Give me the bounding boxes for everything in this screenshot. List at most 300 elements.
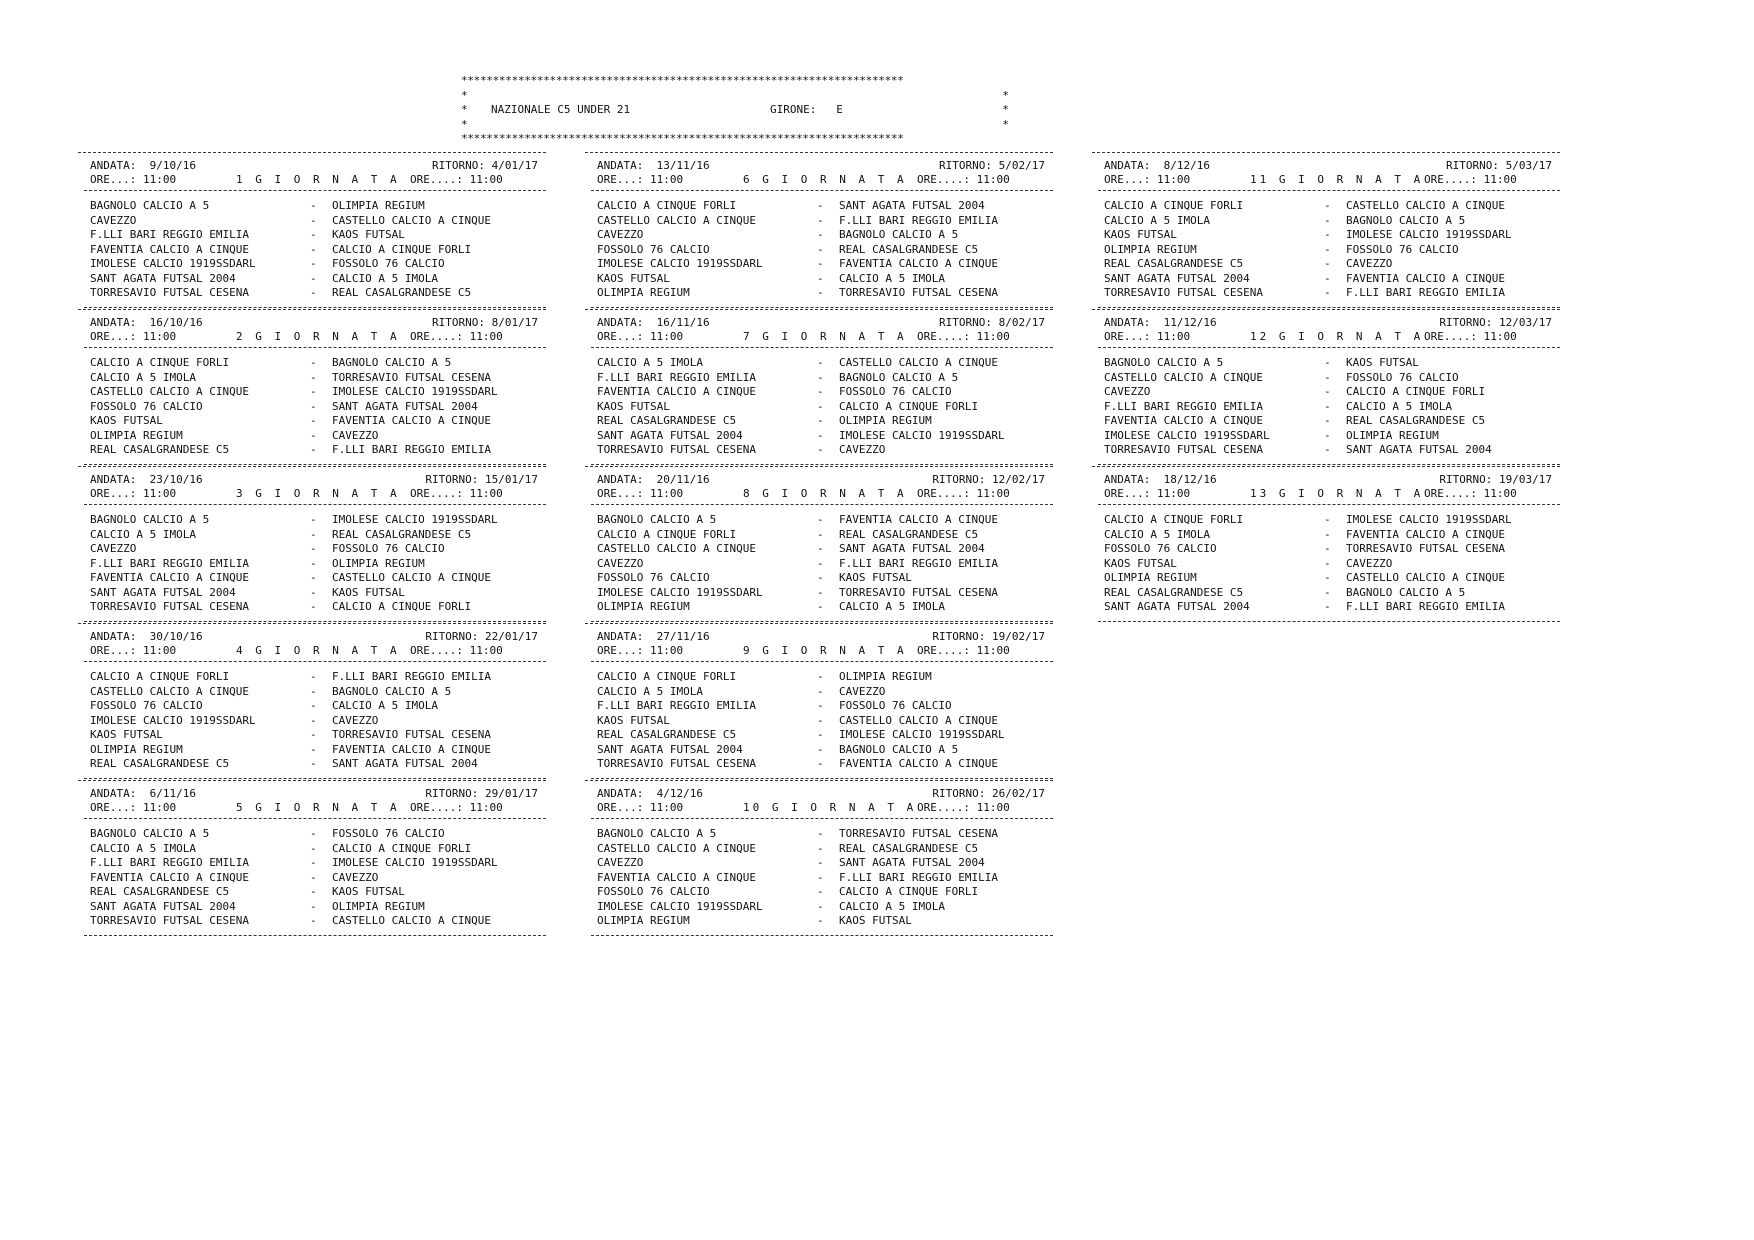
match-separator: - (817, 713, 824, 727)
away-team: CAVEZZO (332, 870, 379, 884)
ritorno-date (932, 473, 1045, 488)
round-block (1092, 152, 1560, 309)
ritorno-date (425, 630, 538, 645)
away-team: F.LLI BARI REGGIO EMILIA (1346, 600, 1505, 613)
dashed-divider (591, 504, 1053, 505)
match-separator: - (1324, 527, 1331, 541)
ore-label: ORE....: (917, 173, 970, 186)
match-row (1104, 542, 1560, 557)
ore-label: ORE...: (597, 487, 644, 500)
home-team: OLIMPIA REGIUM (90, 742, 183, 756)
away-team: F.LLI BARI REGGIO EMILIA (1346, 286, 1505, 299)
giornata-label: G I O R N A T A (762, 173, 907, 186)
ritorno-label: RITORNO: (939, 316, 993, 329)
home-team: OLIMPIA REGIUM (1104, 571, 1197, 584)
ore-value: 11:00 (1156, 173, 1191, 186)
andata-date (597, 630, 710, 645)
away-team: IMOLESE CALCIO 1919SSDARL (839, 428, 1005, 442)
away-team: CAVEZZO (839, 684, 886, 698)
match-row (90, 827, 546, 842)
match-row (1104, 257, 1560, 272)
match-separator: - (817, 699, 824, 712)
home-team: IMOLESE CALCIO 1919SSDARL (597, 585, 763, 599)
ore-value: 11:00 (976, 801, 1010, 814)
match-separator: - (1324, 242, 1331, 256)
match-row (90, 900, 546, 915)
away-team: CASTELLO CALCIO A CINQUE (839, 713, 998, 727)
ritorno-value: 12/02/17 (992, 473, 1045, 486)
dashed-divider (84, 190, 546, 191)
match-separator: - (1324, 213, 1331, 227)
dashed-divider (591, 818, 1053, 819)
away-team: FAVENTIA CALCIO A CINQUE (839, 757, 998, 770)
match-separator: - (310, 428, 317, 442)
match-separator: - (817, 899, 824, 913)
giornata-number: 12 (1250, 330, 1270, 343)
match-row (90, 243, 546, 258)
home-team: F.LLI BARI REGGIO EMILIA (90, 228, 249, 241)
dashed-divider (84, 347, 546, 348)
away-team: IMOLESE CALCIO 1919SSDARL (332, 856, 498, 869)
home-team: FAVENTIA CALCIO A CINQUE (90, 242, 249, 256)
ritorno-date (932, 630, 1045, 645)
match-row (90, 371, 546, 386)
home-team: CAVEZZO (90, 213, 137, 227)
match-row (597, 542, 1053, 557)
ritorno-value: 8/02/17 (998, 316, 1045, 329)
match-separator: - (1324, 443, 1331, 456)
ore-label: ORE...: (90, 487, 137, 500)
match-row (597, 600, 1053, 615)
ore-value: 11:00 (1483, 487, 1517, 500)
ore-value: 11:00 (469, 644, 503, 657)
round-block (585, 309, 1053, 466)
away-team: BAGNOLO CALCIO A 5 (332, 684, 452, 698)
match-separator: - (310, 271, 317, 285)
home-team: OLIMPIA REGIUM (1104, 242, 1197, 256)
away-team: CASTELLO CALCIO A CINQUE (332, 571, 491, 584)
home-team: FOSSOLO 76 CALCIO (597, 242, 710, 256)
ore-label: ORE...: (90, 330, 137, 343)
away-team: CALCIO A CINQUE FORLI (332, 600, 472, 613)
andata-date (597, 159, 710, 174)
home-team: CALCIO A CINQUE FORLI (1104, 513, 1244, 526)
match-row (597, 243, 1053, 258)
giornata-label: G I O R N A T A (255, 487, 400, 500)
home-team: CASTELLO CALCIO A CINQUE (1104, 370, 1263, 384)
match-row (1104, 557, 1560, 572)
match-row (597, 356, 1053, 371)
away-team: KAOS FUTSAL (332, 228, 405, 241)
home-team: CALCIO A 5 IMOLA (1104, 527, 1210, 541)
match-row (1104, 400, 1560, 415)
ritorno-value: 12/03/17 (1499, 316, 1552, 329)
away-team: CAVEZZO (1346, 257, 1393, 270)
andata-date (90, 630, 203, 645)
ritorno-date (1439, 473, 1552, 488)
away-team: OLIMPIA REGIUM (839, 670, 932, 683)
match-separator: - (817, 370, 824, 384)
ritorno-label: RITORNO: (932, 630, 986, 643)
match-row (90, 670, 546, 685)
andata-value: 11/12/16 (1163, 316, 1217, 329)
home-team: REAL CASALGRANDESE C5 (1104, 257, 1244, 270)
dashed-divider (84, 504, 546, 505)
ore-ritorno (917, 173, 1010, 188)
away-team: FOSSOLO 76 CALCIO (1346, 370, 1459, 384)
andata-value: 20/11/16 (656, 473, 710, 486)
ore-label: ORE....: (410, 330, 463, 343)
banner-blank-line: * * (461, 117, 1009, 131)
ritorno-label: RITORNO: (432, 159, 486, 172)
match-separator: - (817, 670, 824, 683)
match-separator: - (310, 699, 317, 712)
home-team: REAL CASALGRANDESE C5 (90, 443, 230, 456)
match-separator: - (310, 742, 317, 756)
match-separator: - (310, 870, 317, 884)
match-row (90, 400, 546, 415)
ore-value: 11:00 (142, 644, 177, 657)
round-block (78, 466, 546, 623)
dashed-divider (591, 621, 1053, 622)
ore-andata (1104, 487, 1190, 502)
andata-label: ANDATA: (1104, 159, 1151, 172)
giornata-label: G I O R N A T A (1278, 330, 1424, 343)
andata-value: 18/12/16 (1163, 473, 1217, 486)
match-list (90, 199, 546, 301)
dashed-divider (78, 309, 546, 310)
away-team: CALCIO A CINQUE FORLI (1346, 385, 1486, 398)
home-team: TORRESAVIO FUTSAL CESENA (90, 914, 249, 927)
match-separator: - (310, 856, 317, 869)
match-separator: - (310, 684, 317, 698)
ritorno-date (932, 787, 1045, 802)
dashed-divider (84, 818, 546, 819)
away-team: REAL CASALGRANDESE C5 (332, 527, 472, 541)
away-team: KAOS FUTSAL (332, 885, 405, 898)
girone-label: GIRONE: E (770, 103, 843, 116)
away-team: IMOLESE CALCIO 1919SSDARL (332, 385, 498, 398)
match-separator: - (310, 556, 317, 570)
match-separator: - (310, 513, 317, 526)
away-team: SANT AGATA FUTSAL 2004 (332, 399, 478, 413)
match-separator: - (817, 428, 824, 442)
andata-label: ANDATA: (90, 630, 137, 643)
home-team: IMOLESE CALCIO 1919SSDARL (1104, 428, 1270, 442)
ore-andata (597, 801, 683, 816)
home-team: KAOS FUTSAL (90, 414, 163, 427)
match-row (1104, 385, 1560, 400)
banner-stars-top: ********************************************************************** (461, 74, 904, 87)
match-row (597, 228, 1053, 243)
ore-label: ORE....: (410, 801, 463, 814)
match-separator: - (817, 513, 824, 526)
away-team: CALCIO A CINQUE FORLI (332, 841, 472, 855)
giornata-number: 3 (236, 487, 246, 500)
away-team: CASTELLO CALCIO A CINQUE (1346, 199, 1505, 212)
match-list (597, 513, 1053, 615)
home-team: FAVENTIA CALCIO A CINQUE (597, 385, 756, 398)
andata-date (90, 473, 203, 488)
ore-andata (597, 173, 683, 188)
match-row (90, 228, 546, 243)
match-row (90, 356, 546, 371)
competition-title: NAZIONALE C5 UNDER 21 (491, 103, 631, 116)
ritorno-value: 8/01/17 (491, 316, 538, 329)
ore-value: 11:00 (649, 801, 684, 814)
home-team: F.LLI BARI REGGIO EMILIA (90, 556, 249, 570)
match-separator: - (817, 542, 824, 555)
away-team: CASTELLO CALCIO A CINQUE (332, 213, 491, 227)
home-team: FAVENTIA CALCIO A CINQUE (90, 571, 249, 584)
andata-date (1104, 473, 1217, 488)
home-team: CAVEZZO (597, 228, 644, 241)
ore-value: 11:00 (469, 487, 503, 500)
match-separator: - (310, 385, 317, 398)
match-separator: - (310, 527, 317, 541)
home-team: SANT AGATA FUTSAL 2004 (90, 271, 236, 285)
round-block (585, 623, 1053, 780)
match-row (597, 900, 1053, 915)
ore-andata (90, 801, 176, 816)
ritorno-label: RITORNO: (932, 473, 986, 486)
away-team: CALCIO A 5 IMOLA (332, 699, 438, 712)
home-team: FAVENTIA CALCIO A CINQUE (1104, 414, 1263, 427)
ore-label: ORE....: (1424, 487, 1477, 500)
ore-value: 11:00 (142, 801, 177, 814)
ritorno-label: RITORNO: (425, 473, 479, 486)
match-separator: - (310, 443, 317, 456)
andata-label: ANDATA: (1104, 473, 1151, 486)
round-block (78, 152, 546, 309)
ore-ritorno (917, 801, 1010, 816)
dashed-divider (1098, 504, 1560, 505)
giornata-label: G I O R N A T A (1278, 487, 1424, 500)
home-team: CASTELLO CALCIO A CINQUE (597, 213, 756, 227)
match-row (597, 670, 1053, 685)
match-row (597, 528, 1053, 543)
match-row (597, 728, 1053, 743)
ore-andata (1104, 173, 1190, 188)
away-team: BAGNOLO CALCIO A 5 (839, 370, 959, 384)
round-block (1092, 466, 1560, 623)
andata-label: ANDATA: (597, 473, 644, 486)
match-row (90, 257, 546, 272)
andata-value: 16/11/16 (656, 316, 710, 329)
match-separator: - (817, 841, 824, 855)
match-separator: - (817, 414, 824, 427)
home-team: CASTELLO CALCIO A CINQUE (90, 385, 249, 398)
ore-ritorno (1424, 173, 1517, 188)
home-team: KAOS FUTSAL (597, 271, 670, 285)
giornata-number: 2 (236, 330, 246, 343)
dashed-divider (84, 464, 546, 465)
match-list (597, 199, 1053, 301)
match-separator: - (817, 827, 824, 840)
away-team: F.LLI BARI REGGIO EMILIA (839, 870, 998, 884)
ore-value: 11:00 (976, 644, 1010, 657)
home-team: CAVEZZO (597, 556, 644, 570)
home-team: BAGNOLO CALCIO A 5 (597, 827, 717, 840)
round-block (585, 780, 1053, 937)
dashed-divider (585, 152, 1053, 153)
home-team: SANT AGATA FUTSAL 2004 (597, 742, 743, 756)
match-separator: - (817, 571, 824, 584)
giornata-title (743, 330, 907, 345)
match-row (1104, 228, 1560, 243)
match-row (597, 557, 1053, 572)
match-row (90, 728, 546, 743)
away-team: SANT AGATA FUTSAL 2004 (1346, 443, 1492, 456)
match-separator: - (817, 199, 824, 212)
ritorno-value: 15/01/17 (485, 473, 538, 486)
andata-date (1104, 159, 1210, 174)
match-row (90, 385, 546, 400)
match-row (597, 714, 1053, 729)
away-team: CALCIO A CINQUE FORLI (839, 885, 979, 898)
andata-date (90, 316, 203, 331)
away-team: FOSSOLO 76 CALCIO (1346, 242, 1459, 256)
away-team: FAVENTIA CALCIO A CINQUE (332, 414, 491, 427)
andata-label: ANDATA: (1104, 316, 1151, 329)
banner-blank-line: * * (461, 88, 1009, 102)
giornata-number: 5 (236, 801, 246, 814)
home-team: BAGNOLO CALCIO A 5 (597, 513, 717, 526)
match-separator: - (310, 257, 317, 270)
dashed-divider (1092, 466, 1560, 467)
ore-label: ORE...: (597, 644, 644, 657)
match-list (90, 513, 546, 615)
dashed-divider (1098, 464, 1560, 465)
match-separator: - (310, 571, 317, 584)
match-row (90, 443, 546, 458)
away-team: F.LLI BARI REGGIO EMILIA (332, 443, 491, 456)
match-list (1104, 356, 1560, 458)
ore-label: ORE...: (597, 173, 644, 186)
giornata-number: 11 (1250, 173, 1270, 186)
giornata-title (743, 801, 916, 816)
home-team: KAOS FUTSAL (90, 728, 163, 741)
match-separator: - (310, 242, 317, 256)
away-team: OLIMPIA REGIUM (1346, 428, 1439, 442)
away-team: FOSSOLO 76 CALCIO (332, 542, 445, 555)
home-team: IMOLESE CALCIO 1919SSDARL (597, 899, 763, 913)
giornata-number: 4 (236, 644, 246, 657)
ore-value: 11:00 (1156, 487, 1191, 500)
home-team: CALCIO A CINQUE FORLI (90, 356, 230, 369)
dashed-divider (591, 778, 1053, 779)
ritorno-date (425, 473, 538, 488)
giornata-label: G I O R N A T A (762, 330, 907, 343)
away-team: TORRESAVIO FUTSAL CESENA (1346, 542, 1505, 555)
home-team: CALCIO A CINQUE FORLI (597, 199, 737, 212)
home-team: CALCIO A CINQUE FORLI (90, 670, 230, 683)
match-row (597, 571, 1053, 586)
away-team: CASTELLO CALCIO A CINQUE (1346, 571, 1505, 584)
giornata-number: 6 (743, 173, 753, 186)
match-separator: - (310, 542, 317, 555)
ore-label: ORE...: (90, 644, 137, 657)
home-team: FOSSOLO 76 CALCIO (90, 699, 203, 712)
home-team: FOSSOLO 76 CALCIO (90, 399, 203, 413)
round-block (1092, 309, 1560, 466)
round-block (585, 152, 1053, 309)
home-team: CAVEZZO (597, 856, 644, 869)
match-row (90, 586, 546, 601)
home-team: SANT AGATA FUTSAL 2004 (90, 585, 236, 599)
match-row (597, 699, 1053, 714)
away-team: CAVEZZO (1346, 556, 1393, 570)
match-row (1104, 286, 1560, 301)
away-team: CALCIO A 5 IMOLA (839, 271, 945, 285)
giornata-number: 7 (743, 330, 753, 343)
ore-label: ORE....: (410, 644, 463, 657)
match-separator: - (1324, 399, 1331, 413)
away-team: FAVENTIA CALCIO A CINQUE (839, 257, 998, 270)
match-list (597, 827, 1053, 929)
away-team: FAVENTIA CALCIO A CINQUE (1346, 527, 1505, 541)
match-separator: - (310, 286, 317, 299)
match-row (597, 429, 1053, 444)
match-separator: - (817, 527, 824, 541)
home-team: BAGNOLO CALCIO A 5 (90, 827, 210, 840)
match-row (1104, 214, 1560, 229)
match-separator: - (310, 228, 317, 241)
dashed-divider (591, 190, 1053, 191)
match-separator: - (1324, 199, 1331, 212)
ore-value: 11:00 (142, 173, 177, 186)
match-list (90, 356, 546, 458)
match-row (597, 272, 1053, 287)
ore-label: ORE...: (90, 173, 137, 186)
home-team: IMOLESE CALCIO 1919SSDARL (90, 713, 256, 727)
dashed-divider (1098, 347, 1560, 348)
match-row (597, 827, 1053, 842)
ore-value: 11:00 (649, 330, 684, 343)
match-separator: - (1324, 257, 1331, 270)
match-separator: - (310, 213, 317, 227)
match-separator: - (817, 742, 824, 756)
home-team: KAOS FUTSAL (597, 713, 670, 727)
match-row (1104, 356, 1560, 371)
dashed-divider (84, 778, 546, 779)
home-team: REAL CASALGRANDESE C5 (597, 728, 737, 741)
ritorno-label: RITORNO: (1446, 159, 1500, 172)
ritorno-value: 22/01/17 (485, 630, 538, 643)
dashed-divider (1098, 307, 1560, 308)
andata-label: ANDATA: (597, 787, 644, 800)
match-separator: - (310, 600, 317, 613)
ritorno-date (1446, 159, 1552, 174)
match-row (597, 400, 1053, 415)
andata-label: ANDATA: (90, 787, 137, 800)
home-team: CALCIO A CINQUE FORLI (597, 527, 737, 541)
ore-andata (597, 330, 683, 345)
away-team: REAL CASALGRANDESE C5 (1346, 414, 1486, 427)
home-team: F.LLI BARI REGGIO EMILIA (597, 370, 756, 384)
giornata-label: G I O R N A T A (762, 644, 907, 657)
match-row (597, 513, 1053, 528)
match-row (90, 542, 546, 557)
giornata-label: G I O R N A T A (255, 644, 400, 657)
ore-value: 11:00 (1483, 330, 1517, 343)
ritorno-label: RITORNO: (932, 787, 986, 800)
match-separator: - (1324, 600, 1331, 613)
match-list (1104, 199, 1560, 301)
ritorno-value: 19/02/17 (992, 630, 1045, 643)
dashed-divider (78, 780, 546, 781)
match-row (597, 199, 1053, 214)
